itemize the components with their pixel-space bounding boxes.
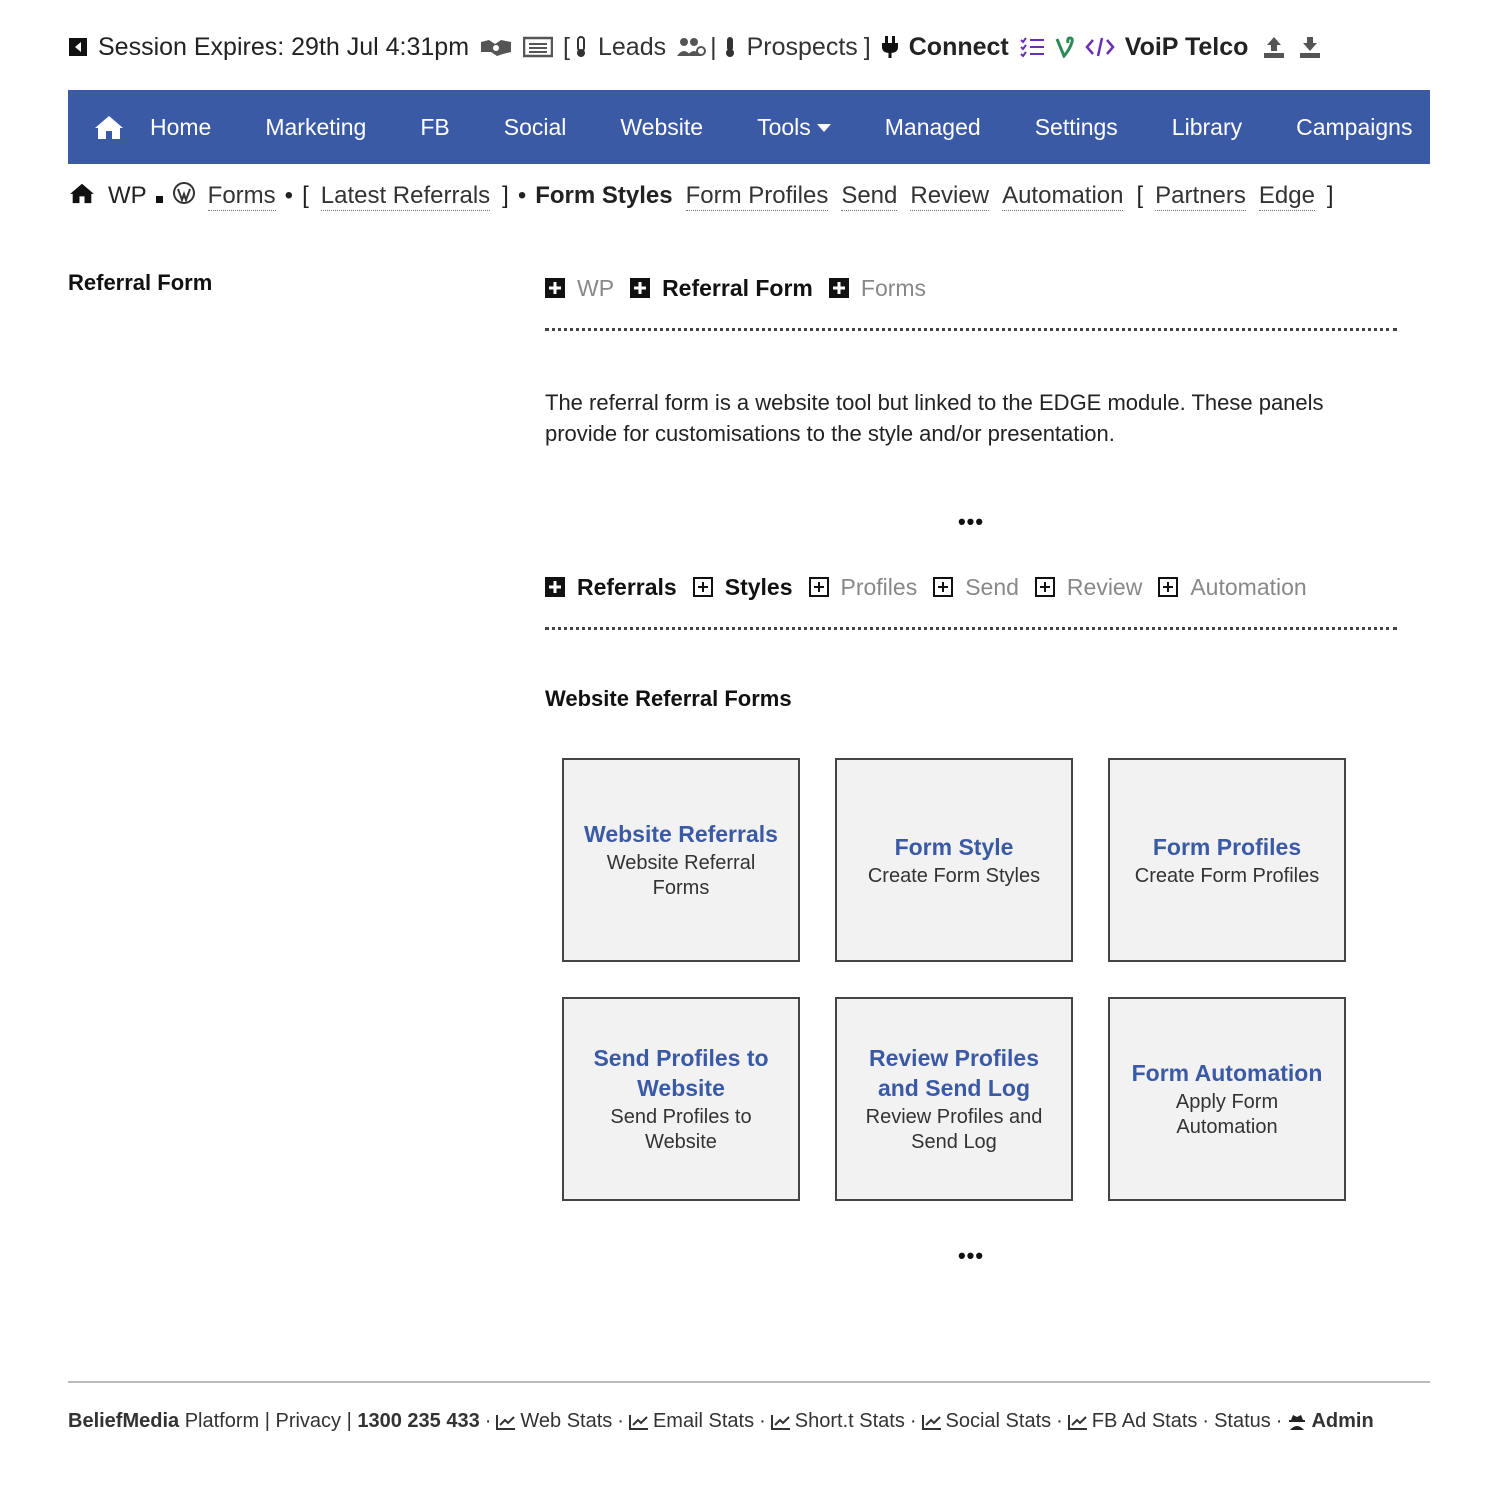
breadcrumb-forms[interactable]: Forms (207, 181, 276, 209)
card-title: Form Style (894, 833, 1014, 860)
card-form-automation[interactable] (1108, 997, 1346, 1201)
tab-referrals[interactable] (545, 574, 677, 601)
breadcrumb-wp[interactable]: WP (108, 182, 147, 209)
card-subtitle: Create Form Styles (867, 864, 1041, 887)
dotted-divider (545, 627, 1397, 630)
nav-campaigns[interactable]: Campaigns (1296, 113, 1413, 140)
footer-separator: · (1275, 1410, 1283, 1432)
plus-square-outline-icon (809, 577, 829, 597)
bullet-separator: • (517, 182, 527, 209)
nav-library[interactable]: Library (1171, 113, 1243, 140)
footer-stat-label: FB Ad Stats (1091, 1410, 1198, 1432)
tab-referrals-label: Referrals (577, 573, 677, 600)
footer-stat-label: Short.t Stats (794, 1410, 905, 1432)
more-ellipsis[interactable]: ••• (957, 509, 985, 534)
line-chart-icon (496, 1414, 516, 1430)
footer-stat-label: Social Stats (945, 1410, 1052, 1432)
footer-admin[interactable] (1287, 1410, 1373, 1432)
card-title: Website Referrals (584, 821, 778, 847)
bracket-close: ] (863, 32, 871, 61)
card-review-profiles[interactable] (835, 997, 1073, 1201)
footer-email-stats[interactable] (629, 1410, 754, 1432)
tab-send-label: Send (965, 573, 1019, 600)
footer-separator: · (1202, 1410, 1210, 1432)
nav-managed[interactable]: Managed (884, 113, 981, 140)
nav-website[interactable]: Website (620, 113, 704, 140)
tab-forms-label: Forms (860, 274, 927, 301)
vine-icon[interactable] (1055, 36, 1075, 58)
pipe-separator: | (710, 32, 717, 61)
breadcrumb-latest-referrals[interactable]: Latest Referrals (320, 181, 491, 209)
footer-fb-ad-stats[interactable] (1068, 1410, 1198, 1432)
tab-styles[interactable] (693, 574, 793, 601)
line-chart-icon (629, 1414, 649, 1430)
thermometer-full-icon (723, 35, 737, 59)
tab-forms[interactable] (829, 275, 926, 302)
home-icon[interactable] (68, 182, 96, 211)
caret-down-icon (817, 124, 831, 132)
tab-profiles[interactable] (809, 574, 918, 601)
nav-marketing[interactable]: Marketing (265, 113, 367, 140)
plus-square-outline-icon (693, 577, 713, 597)
session-bar (68, 30, 1322, 64)
tab-automation-label: Automation (1190, 573, 1307, 600)
tab-review-label: Review (1066, 573, 1143, 600)
line-chart-icon (1068, 1414, 1088, 1430)
card-send-profiles[interactable] (562, 997, 800, 1201)
tab-send[interactable] (933, 574, 1019, 601)
footer-stat-label: Web Stats (520, 1410, 613, 1432)
footer-separator: · (484, 1410, 492, 1432)
breadcrumb-automation[interactable]: Automation (1002, 181, 1124, 209)
tab-automation[interactable] (1158, 574, 1306, 601)
newspaper-icon[interactable] (523, 36, 553, 58)
sub-tabs (545, 569, 1397, 605)
card-title: Send Profiles to Website (593, 1045, 769, 1101)
list-check-icon[interactable] (1019, 36, 1045, 58)
wordpress-icon (172, 181, 196, 212)
main-content (545, 270, 1397, 1269)
connect-link[interactable]: Connect (908, 32, 1009, 61)
code-icon[interactable] (1085, 36, 1115, 58)
session-expiry-text: Session Expires: 29th Jul 4:31pm (98, 32, 470, 61)
bracket-open: [ (563, 32, 570, 61)
main-navigation (68, 90, 1430, 164)
footer-shortt-stats[interactable] (771, 1410, 905, 1432)
back-square-icon[interactable] (68, 37, 88, 57)
tab-referral-form[interactable] (630, 275, 813, 302)
plus-square-outline-icon (1035, 577, 1055, 597)
footer-stat-label: Email Stats (652, 1410, 755, 1432)
user-secret-icon (1287, 1414, 1307, 1430)
square-bullet-icon (156, 182, 163, 210)
card-form-style[interactable] (835, 758, 1073, 962)
tab-wp[interactable] (545, 275, 614, 302)
plus-square-outline-icon (1158, 577, 1178, 597)
description-text: The referral form is a website tool but linked to the EDGE module. These panels provide for customisations to the style and/or presentation. (545, 390, 1324, 446)
card-website-referrals[interactable] (562, 758, 800, 962)
footer-web-stats[interactable] (496, 1410, 612, 1432)
card-subtitle: Create Form Profiles (1134, 864, 1320, 887)
footer-phone[interactable]: 1300 235 433 (357, 1410, 480, 1432)
bullet-separator: • (284, 182, 294, 209)
card-title: Form Profiles (1152, 833, 1302, 860)
users-cog-icon[interactable] (676, 36, 706, 58)
breadcrumb-form-profiles[interactable]: Form Profiles (685, 181, 829, 209)
tab-profiles-label: Profiles (840, 573, 918, 600)
footer (68, 1410, 1430, 1432)
upload-icon[interactable] (1262, 35, 1286, 59)
tab-wp-label: WP (577, 274, 615, 301)
tab-styles-label: Styles (724, 573, 793, 600)
dotted-divider (545, 328, 1397, 331)
card-subtitle: Apply Form Automation (1175, 1091, 1279, 1138)
footer-separator: · (617, 1410, 624, 1432)
top-tabs (545, 270, 1397, 306)
breadcrumb-edge[interactable]: Edge (1258, 181, 1315, 209)
nav-social[interactable]: Social (503, 113, 567, 140)
prospects-link[interactable]: Prospects (746, 32, 858, 61)
breadcrumb (68, 180, 1334, 212)
bracket-open: [ (302, 182, 309, 209)
breadcrumb-review[interactable]: Review (910, 181, 990, 209)
voip-telco-link[interactable]: VoiP Telco (1124, 32, 1249, 61)
breadcrumb-send[interactable]: Send (841, 181, 898, 209)
download-icon[interactable] (1298, 35, 1322, 59)
footer-social-stats[interactable] (922, 1410, 1052, 1432)
thermometer-icon (574, 35, 588, 59)
plus-square-icon (630, 278, 650, 298)
bracket-open: [ (1136, 182, 1144, 209)
card-subtitle: Send Profiles to Website (610, 1106, 752, 1153)
plus-square-icon (545, 278, 565, 298)
card-form-profiles[interactable] (1108, 758, 1346, 962)
nav-settings[interactable]: Settings (1034, 113, 1118, 140)
footer-admin-label: Admin (1311, 1410, 1374, 1432)
footer-separator: · (1056, 1410, 1063, 1432)
handshake-icon[interactable] (479, 36, 513, 58)
breadcrumb-form-styles[interactable]: Form Styles (535, 182, 673, 209)
card-title: Review Profiles and Send Log (868, 1045, 1040, 1101)
footer-brand[interactable]: BeliefMedia (68, 1410, 180, 1432)
footer-separator: · (759, 1410, 766, 1432)
card-subtitle: Website Referral Forms (606, 852, 756, 899)
plus-square-icon (545, 577, 565, 597)
card-title: Form Automation (1131, 1060, 1323, 1086)
card-grid (545, 758, 1397, 1201)
sidebar-title: Referral Form (68, 270, 213, 295)
tab-referral-form-label: Referral Form (662, 274, 813, 301)
line-chart-icon (922, 1414, 942, 1430)
more-ellipsis[interactable]: ••• (957, 1243, 985, 1268)
nav-tools-label: Tools (757, 113, 811, 140)
leads-link[interactable]: Leads (598, 32, 667, 61)
footer-status[interactable]: Status (1214, 1410, 1271, 1432)
nav-fb[interactable]: FB (420, 113, 450, 140)
bracket-close: ] (1326, 182, 1334, 209)
plus-square-icon (829, 278, 849, 298)
plug-icon (881, 35, 899, 59)
bracket-close: ] (502, 182, 509, 209)
home-icon[interactable] (94, 114, 124, 140)
tab-review[interactable] (1035, 574, 1142, 601)
section-title: Website Referral Forms (545, 686, 792, 711)
nav-tools[interactable] (757, 114, 831, 141)
footer-separator: · (909, 1410, 917, 1432)
footer-platform-privacy[interactable]: Platform | Privacy | (179, 1410, 358, 1432)
breadcrumb-partners[interactable]: Partners (1155, 181, 1246, 209)
card-subtitle: Review Profiles and Send Log (865, 1106, 1043, 1153)
plus-square-outline-icon (933, 577, 953, 597)
line-chart-icon (771, 1414, 791, 1430)
nav-home[interactable]: Home (150, 113, 212, 140)
footer-divider (68, 1381, 1430, 1383)
